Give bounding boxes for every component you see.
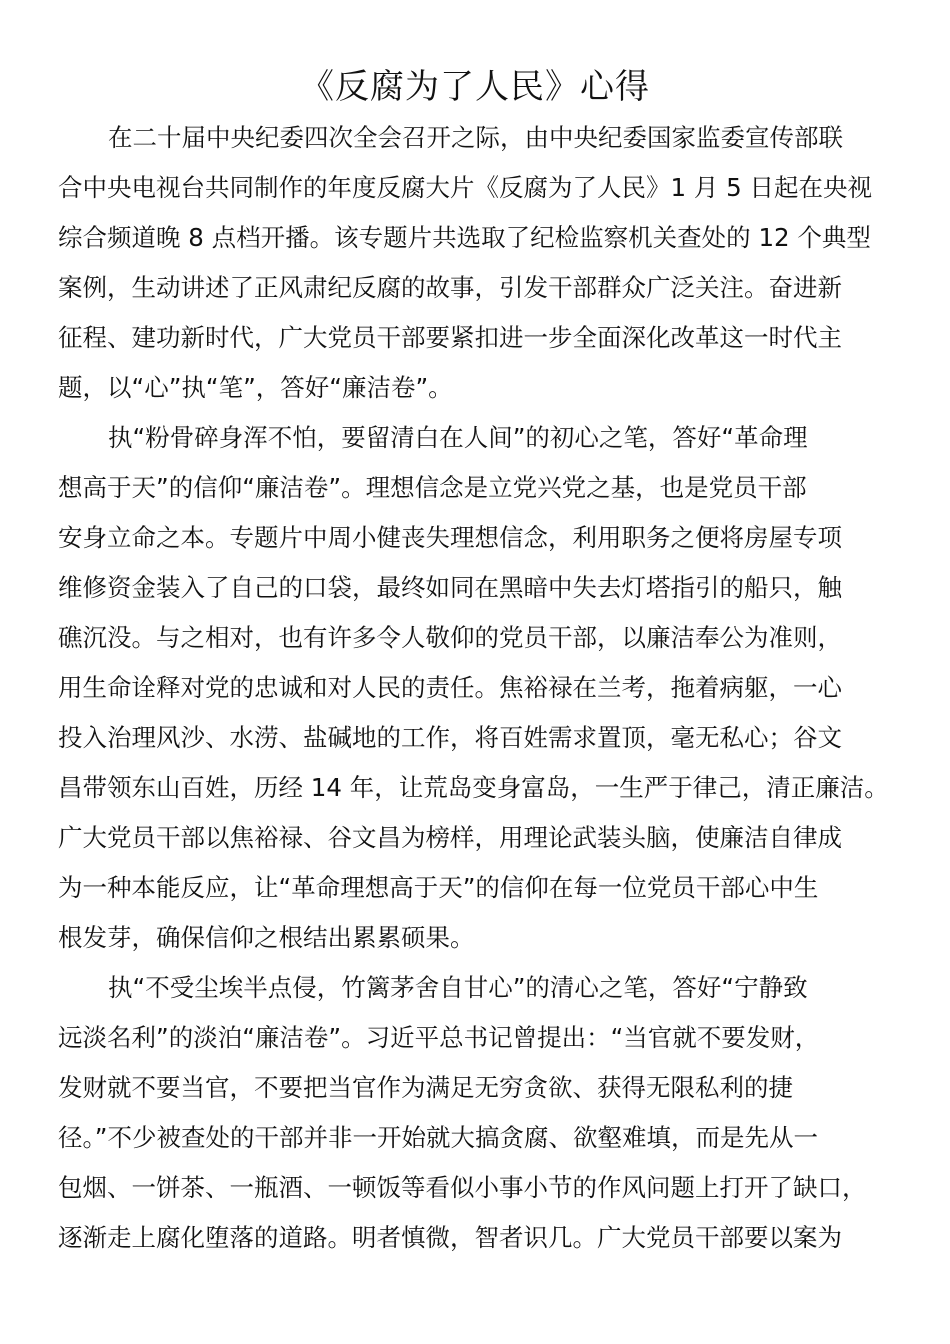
paragraph-3-line-4: 径。”不少被查处的干部并非一开始就大搞贪腐、欲壑难填，而是先从一 xyxy=(58,1123,818,1152)
paragraph-1-line-5: 征程、建功新时代，广大党员干部要紧扣进一步全面深化改革这一时代主 xyxy=(58,323,842,352)
paragraph-3-line-1: 执“不受尘埃半点侵，竹篱茅舍自甘心”的清心之笔，答好“宁静致 xyxy=(108,973,808,1002)
paragraph-1-line-4: 案例，生动讲述了正风肃纪反腐的故事，引发干部群众广泛关注。奋进新 xyxy=(58,273,842,302)
paragraph-3-line-2: 远淡名利”的淡泊“廉洁卷”。习近平总书记曾提出：“当官就不要发财， xyxy=(58,1023,820,1052)
paragraph-2-line-8: 昌带领东山百姓，历经 14 年，让荒岛变身富岛，一生严于律己，清正廉洁。 xyxy=(58,773,889,802)
paragraph-2-line-3: 安身立命之本。专题片中周小健丧失理想信念，利用职务之便将房屋专项 xyxy=(58,523,842,552)
paragraph-2-line-9: 广大党员干部以焦裕禄、谷文昌为榜样，用理论武装头脑，使廉洁自律成 xyxy=(58,823,842,852)
paragraph-2-line-10: 为一种本能反应，让“革命理想高于天”的信仰在每一位党员干部心中生 xyxy=(58,873,819,902)
paragraph-3-line-6: 逐渐走上腐化堕落的道路。明者慎微，智者识几。广大党员干部要以案为 xyxy=(58,1223,842,1252)
paragraph-1-line-6: 题，以“心”执“笔”，答好“廉洁卷”。 xyxy=(58,373,453,402)
paragraph-3-line-5: 包烟、一饼茶、一瓶酒、一顿饭等看似小事小节的作风问题上打开了缺口， xyxy=(58,1173,867,1202)
paragraph-3-line-3: 发财就不要当官，不要把当官作为满足无穷贪欲、获得无限私利的捷 xyxy=(58,1073,793,1102)
document-title: 《反腐为了人民》心得 xyxy=(300,67,650,107)
paragraph-1-line-2: 合中央电视台共同制作的年度反腐大片《反腐为了人民》1 月 5 日起在央视 xyxy=(58,173,873,202)
paragraph-2-line-7: 投入治理风沙、水涝、盐碱地的工作，将百姓需求置顶，毫无私心；谷文 xyxy=(58,723,842,752)
paragraph-2-line-2: 想高于天”的信仰“廉洁卷”。理想信念是立党兴党之基，也是党员干部 xyxy=(58,473,807,502)
paragraph-2-line-4: 维修资金装入了自己的口袋，最终如同在黑暗中失去灯塔指引的船只，触 xyxy=(58,573,842,602)
paragraph-1-line-1: 在二十届中央纪委四次全会召开之际，由中央纪委国家监委宣传部联 xyxy=(108,123,843,152)
paragraph-2-line-6: 用生命诠释对党的忠诚和对人民的责任。焦裕禄在兰考，拖着病躯，一心 xyxy=(58,673,842,702)
paragraph-2-line-11: 根发芽，确保信仰之根结出累累硕果。 xyxy=(58,923,475,952)
paragraph-2-line-1: 执“粉骨碎身浑不怕，要留清白在人间”的初心之笔，答好“革命理 xyxy=(108,423,808,452)
paragraph-2-line-5: 礁沉没。与之相对，也有许多令人敬仰的党员干部，以廉洁奉公为准则， xyxy=(58,623,842,652)
paragraph-1-line-3: 综合频道晚 8 点档开播。该专题片共选取了纪检监察机关查处的 12 个典型 xyxy=(58,223,871,252)
